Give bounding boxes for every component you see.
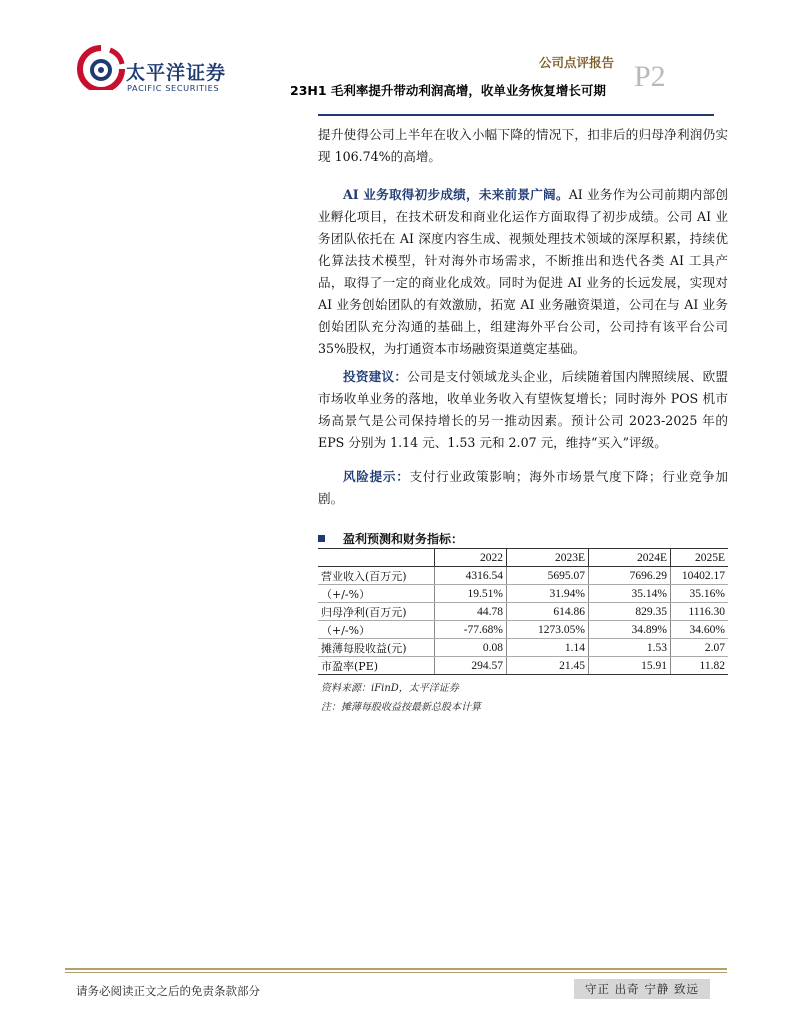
paragraph-ai-business xyxy=(318,184,728,360)
table-row xyxy=(318,567,728,585)
company-name-en: PACIFIC SECURITIES xyxy=(127,83,220,93)
report-title: 23H1 毛利率提升带动利润高增，收单业务恢复增长可期 xyxy=(290,83,606,98)
paragraph-profit: 提升使得公司上半年在收入小幅下降的情况下，扣非后的归母净利润仍实现 106.74%的高增。 xyxy=(318,127,728,164)
footer-motto: 守正 出奇 宁静 致远 xyxy=(574,979,710,999)
table-row xyxy=(318,657,728,675)
table-row xyxy=(318,621,728,639)
table-cell: 1.53 xyxy=(589,639,671,657)
table-title xyxy=(318,530,463,547)
table-cell: 829.35 xyxy=(589,603,671,621)
row-label: （+/-%） xyxy=(318,621,435,639)
header-divider xyxy=(318,114,714,116)
row-label: 市盈率(PE) xyxy=(318,657,435,675)
footer-divider-thin xyxy=(65,972,727,973)
table-header-cell: 2025E xyxy=(671,549,729,567)
table-cell: 2.07 xyxy=(671,639,729,657)
page-number: P2 xyxy=(634,60,666,93)
table-cell: 11.82 xyxy=(671,657,729,675)
table-header-cell xyxy=(318,549,435,567)
table-cell: 1.14 xyxy=(507,639,589,657)
company-name-cn: 太平洋证券 xyxy=(126,62,227,84)
table-cell: 5695.07 xyxy=(507,567,589,585)
investment-advice-lead: 投资建议： xyxy=(343,369,408,384)
table-cell: 19.51% xyxy=(435,585,507,603)
ai-business-lead: AI 业务取得初步成绩，未来前景广阔。 xyxy=(343,187,569,202)
table-cell: 7696.29 xyxy=(589,567,671,585)
table-row xyxy=(318,603,728,621)
investment-advice-text: 公司是支付领域龙头企业，后续随着国内牌照续展、欧盟市场收单业务的落地，收单业务收入有望恢复增长；同时海外 POS 机市场高景气是公司保持增长的另一推动因素。预计公司 2023-2025 年的 EPS 分别为 1.14 元、1.53 元和 2.07 元，维持“买入”评级。 xyxy=(318,369,729,450)
table-cell: 44.78 xyxy=(435,603,507,621)
table-cell: 10402.17 xyxy=(671,567,729,585)
table-cell: 15.91 xyxy=(589,657,671,675)
table-cell: 35.16% xyxy=(671,585,729,603)
table-cell: 34.60% xyxy=(671,621,729,639)
table-cell: 614.86 xyxy=(507,603,589,621)
table-header-row xyxy=(318,549,728,567)
table-cell: 1116.30 xyxy=(671,603,729,621)
table-title-text: 盈利预测和财务指标： xyxy=(343,532,464,546)
row-label: 归母净利(百万元) xyxy=(318,603,435,621)
table-cell: -77.68% xyxy=(435,621,507,639)
footer-divider xyxy=(65,968,727,970)
row-label: 营业收入(百万元) xyxy=(318,567,435,585)
paragraph-investment-advice xyxy=(318,366,728,454)
bullet-square-icon xyxy=(318,535,325,542)
table-cell: 34.89% xyxy=(589,621,671,639)
table-source: 资料来源：iFinD，太平洋证券 xyxy=(321,683,459,694)
table-cell: 35.14% xyxy=(589,585,671,603)
row-label: （+/-%） xyxy=(318,585,435,603)
table-cell: 294.57 xyxy=(435,657,507,675)
table-header-cell: 2022 xyxy=(435,549,507,567)
table-row xyxy=(318,585,728,603)
ai-business-text: AI 业务作为公司前期内部创业孵化项目，在技术研发和商业化运作方面取得了初步成绩。公司 AI 业务团队依托在 AI 深度内容生成、视频处理技术领域的深厚积累，持续优化算法技术模型，针对海外市场需求，不断推出和迭代各类 AI 工具产品，取得了一定的商业化成效。同时为促进 AI 业务的长远发展，实现对 AI 业务创始团队的有效激励，拓宽 AI 业务融资渠道，公司在与 AI 业务创始团队充分沟通的基础上，组建海外平台公司，公司持有该平台公司 35%股权，为打通资本市场融资渠道奠定基础。 xyxy=(318,187,728,356)
table-cell: 31.94% xyxy=(507,585,589,603)
paragraph-risk-warning xyxy=(318,466,728,510)
table-cell: 21.45 xyxy=(507,657,589,675)
table-header-cell: 2024E xyxy=(589,549,671,567)
table-row xyxy=(318,639,728,657)
pacific-securities-logo-icon xyxy=(76,44,126,90)
report-type: 公司点评报告 xyxy=(539,55,615,70)
risk-warning-lead: 风险提示： xyxy=(343,469,410,484)
table-header-cell: 2023E xyxy=(507,549,589,567)
row-label: 摊薄每股收益(元) xyxy=(318,639,435,657)
footer-disclaimer: 请务必阅读正文之后的免责条款部分 xyxy=(76,984,260,998)
risk-warning-text: 支付行业政策影响；海外市场景气度下降；行业竞争加剧。 xyxy=(318,469,729,506)
table-note: 注：摊薄每股收益按最新总股本计算 xyxy=(321,702,481,713)
table-cell: 1273.05% xyxy=(507,621,589,639)
table-cell: 0.08 xyxy=(435,639,507,657)
financial-forecast-table xyxy=(318,548,728,675)
table-cell: 4316.54 xyxy=(435,567,507,585)
